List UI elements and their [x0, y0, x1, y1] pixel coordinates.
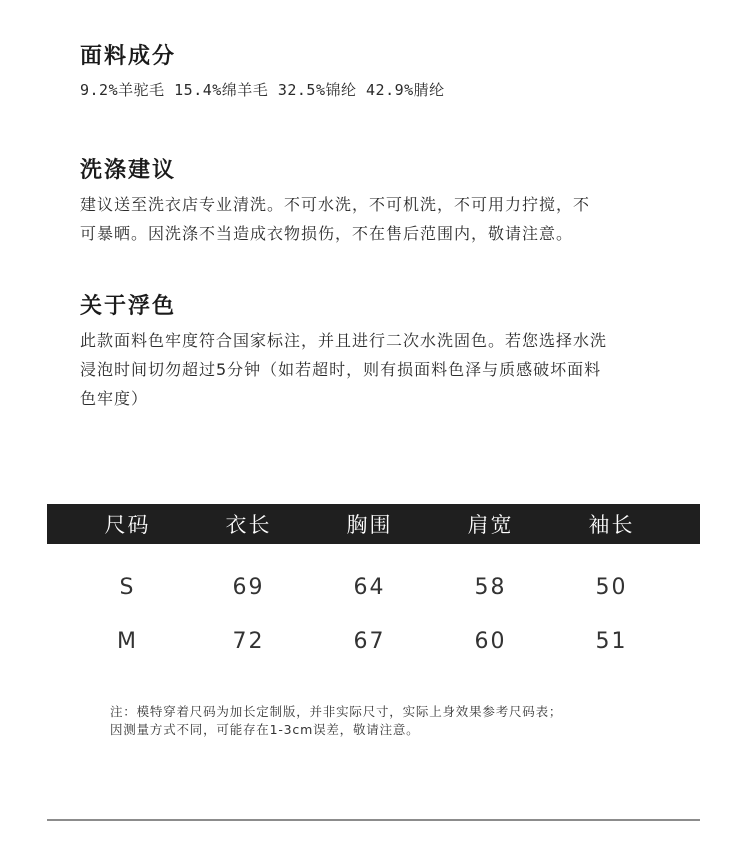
header-length: 衣长: [225, 513, 272, 537]
table-cell: 69: [232, 574, 265, 600]
color-line: 浸泡时间切勿超过5分钟（如若超时，则有损面料色泽与质感破坏面料: [80, 360, 602, 379]
bottom-divider: [47, 819, 700, 821]
wash-line: 建议送至洗衣店专业清洗。不可水洗，不可机洗，不可用力拧搅，不: [80, 195, 591, 214]
table-cell: 50: [595, 574, 628, 600]
header-shoulder: 肩宽: [467, 513, 514, 537]
table-cell: 58: [474, 574, 507, 600]
color-text: [80, 326, 700, 413]
wash-line: 可暴晒。因洗涤不当造成衣物损伤，不在售后范围内，敬请注意。: [80, 224, 574, 243]
color-section: [80, 292, 700, 413]
header-size: 尺码: [104, 513, 151, 537]
table-row: [47, 614, 700, 668]
table-cell: M: [117, 628, 138, 654]
color-line: 此款面料色牢度符合国家标注，并且进行二次水洗固色。若您选择水洗: [80, 331, 608, 350]
table-cell: 67: [353, 628, 386, 654]
table-cell: 51: [595, 628, 628, 654]
table-cell: 64: [353, 574, 386, 600]
wash-section: [80, 156, 700, 248]
wash-text: [80, 190, 700, 248]
table-cell: S: [119, 574, 136, 600]
size-table: [47, 504, 700, 668]
header-chest: 胸围: [346, 513, 393, 537]
table-cell: 72: [232, 628, 265, 654]
size-note: [110, 703, 670, 739]
size-table-header: [47, 504, 700, 544]
fabric-composition: 9.2%羊驼毛 15.4%绵羊毛 32.5%锦纶 42.9%腈纶: [80, 81, 445, 99]
color-title: 关于浮色: [80, 294, 177, 319]
table-cell: 60: [474, 628, 507, 654]
fabric-section: [80, 42, 700, 105]
fabric-title: 面料成分: [80, 44, 177, 69]
note-line: 注：模特穿着尺码为加长定制版，并非实际尺寸，实际上身效果参考尺码表；: [110, 704, 563, 719]
wash-title: 洗涤建议: [80, 158, 177, 183]
table-row: [47, 560, 700, 614]
color-line: 色牢度）: [80, 389, 149, 408]
note-line: 因测量方式不同，可能存在1-3cm误差，敬请注意。: [110, 722, 420, 737]
header-sleeve: 袖长: [588, 513, 635, 537]
